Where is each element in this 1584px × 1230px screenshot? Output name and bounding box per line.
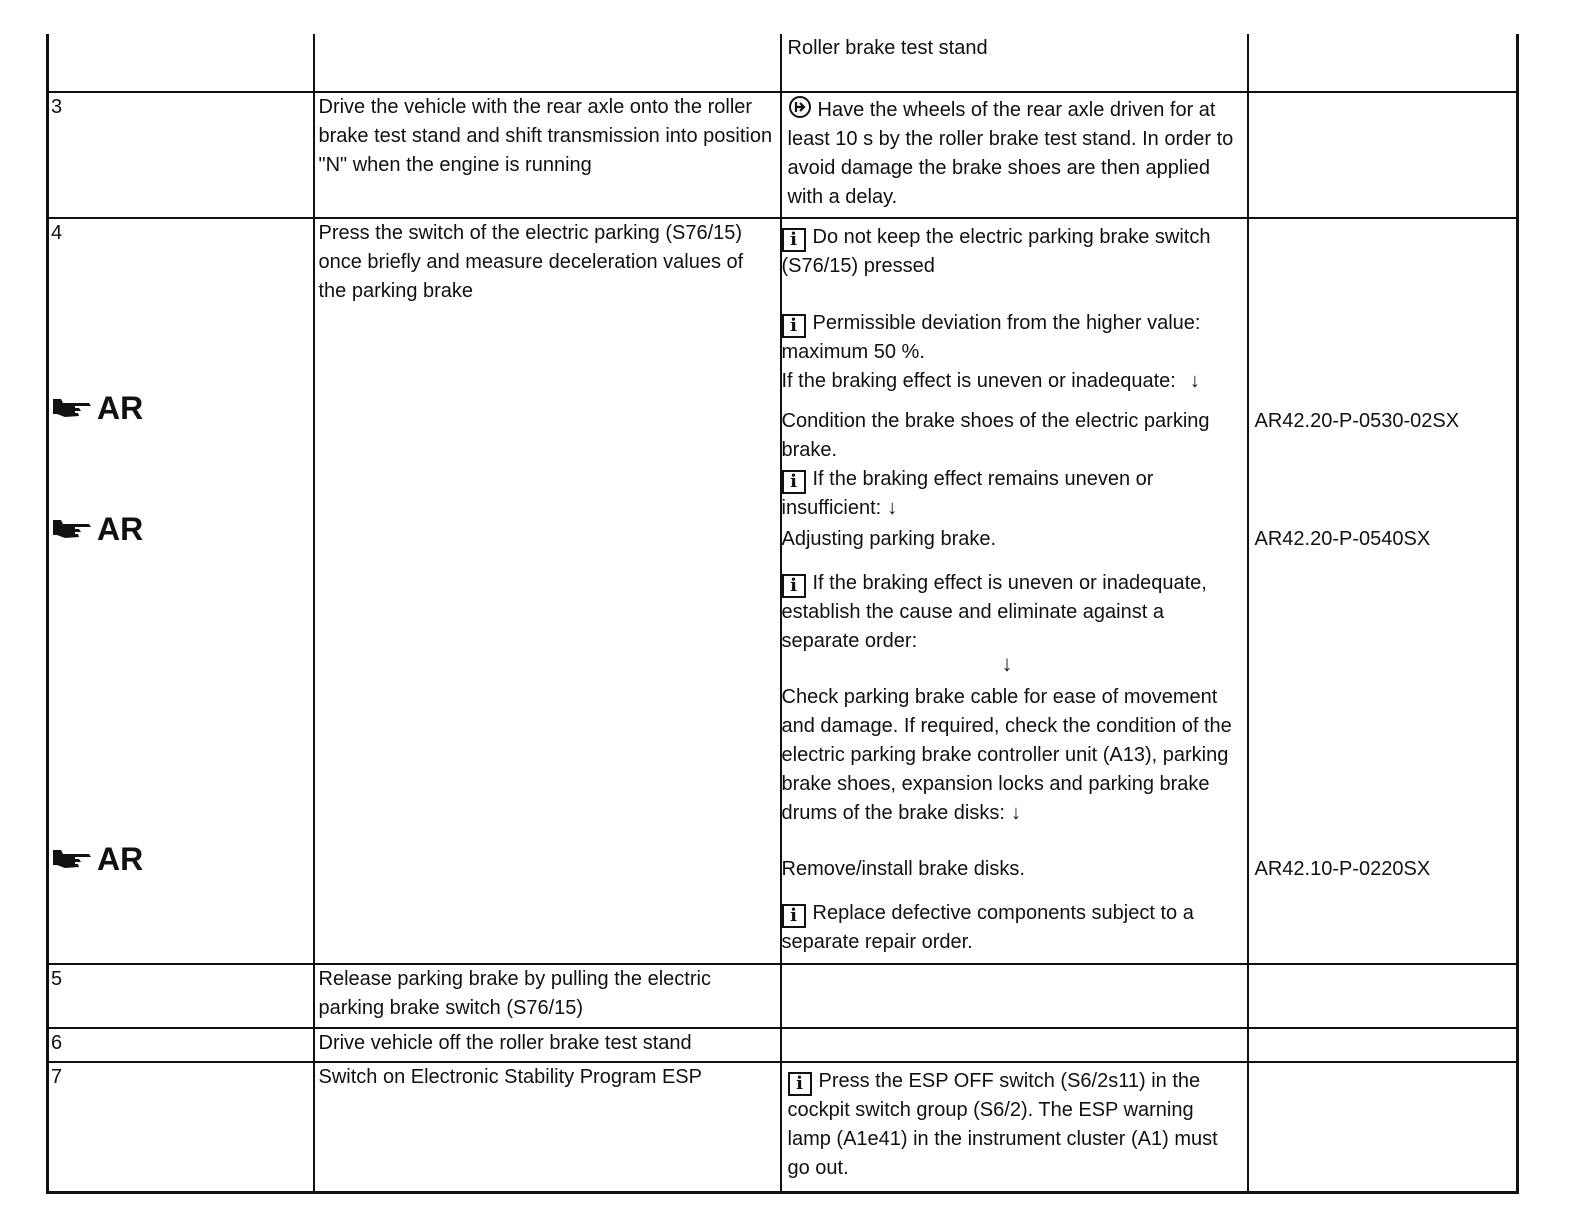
reference-cell (1248, 218, 1518, 964)
reference-cell (1248, 34, 1518, 92)
note-text: Press the ESP OFF switch (S6/2s11) in the cockpit switch group (S6/2). The ESP warning lamp (A1e41) in the instrument cluster (A1) must go out. (787, 1070, 1218, 1179)
step-cell: 7 (48, 1062, 314, 1192)
note-text: Roller brake test stand (787, 37, 988, 59)
reference-cell (1248, 1062, 1518, 1192)
ar-reference-marker: AR (51, 391, 143, 425)
action-cell: Switch on Electronic Stability Program ESP (314, 1062, 781, 1192)
reference-cell (1248, 92, 1518, 218)
reference-code: AR42.20-P-0540SX (1254, 528, 1431, 550)
ar-reference-marker: AR (51, 512, 143, 546)
info-box-icon: i (782, 904, 806, 928)
notes-cell (781, 218, 1248, 964)
step-cell: 6 (48, 1028, 314, 1062)
note-block: Remove/install brake disks. (781, 858, 1025, 880)
ar-reference-marker: AR (51, 842, 143, 876)
step-cell: 3 (48, 92, 314, 218)
table-row (48, 1028, 1518, 1062)
table-row (48, 1062, 1518, 1192)
down-arrow-icon: ↓ (1010, 802, 1021, 824)
table-row (48, 92, 1518, 218)
down-arrow-icon: ↓ (887, 497, 898, 519)
action-cell: Drive vehicle off the roller brake test stand (314, 1028, 781, 1062)
reference-code: AR42.20-P-0530-02SX (1254, 410, 1460, 432)
notes-cell (781, 964, 1248, 1028)
note-block: i If the braking effect remains uneven or insufficient: ↓ (782, 465, 1247, 523)
table-row (48, 218, 1518, 964)
info-box-icon: i (788, 1072, 812, 1096)
table-row (48, 34, 1518, 92)
notes-cell (781, 92, 1248, 218)
note-block: i Replace defective components subject to a separate repair order. (781, 902, 1194, 953)
info-box-icon: i (782, 314, 806, 338)
note-block: Check parking brake cable for ease of movement and damage. If required, check the condition of the electric parking brake controller unit (A13), parking brake shoes, expansion locks and parking brake drums of the brake disks: ↓ (782, 683, 1247, 828)
reference-code: AR42.10-P-0220SX (1254, 858, 1431, 880)
note-block: If the braking effect is uneven or inadequate: ↓ (782, 367, 1247, 396)
step-cell: 4 AR AR AR (48, 218, 314, 964)
note-block: i If the braking effect is uneven or inadequate, establish the cause and eliminate against a separate order: (781, 572, 1207, 652)
note-block: Condition the brake shoes of the electric parking brake. (781, 410, 1210, 461)
info-box-icon: i (782, 574, 806, 598)
action-cell: Release parking brake by pulling the electric parking brake switch (S76/15) (314, 964, 781, 1028)
action-cell (314, 34, 781, 92)
wrench-circle-icon (788, 95, 812, 119)
action-cell: Drive the vehicle with the rear axle onto the roller brake test stand and shift transmission into position "N" when the engine is running (314, 92, 781, 218)
notes-cell (781, 34, 1248, 92)
info-box-icon: i (782, 470, 806, 494)
pointing-hand-icon (51, 516, 93, 542)
step-cell (48, 34, 314, 92)
down-arrow-icon: ↓ (1001, 651, 1013, 676)
notes-cell (781, 1062, 1248, 1192)
pointing-hand-icon (51, 846, 93, 872)
pointing-hand-icon (51, 395, 93, 421)
procedure-table (46, 34, 1519, 1194)
note-block: i Do not keep the electric parking brake switch (S76/15) pressed (781, 226, 1211, 277)
reference-cell (1248, 964, 1518, 1028)
reference-cell (1248, 1028, 1518, 1062)
action-cell: Press the switch of the electric parking (S76/15) once briefly and measure deceleration values of the parking brake (314, 218, 781, 964)
step-cell: 5 (48, 964, 314, 1028)
note-text: Have the wheels of the rear axle driven for at least 10 s by the roller brake test stand. In order to avoid damage the brake shoes are then applied with a delay. (787, 99, 1234, 208)
note-block: Adjusting parking brake. (781, 528, 997, 550)
info-box-icon: i (782, 228, 806, 252)
notes-cell (781, 1028, 1248, 1062)
table-row (48, 964, 1518, 1028)
procedure-table-wrapper (46, 34, 1516, 1194)
note-block: i Permissible deviation from the higher value: maximum 50 %. (781, 312, 1201, 363)
down-arrow-icon: ↓ (1189, 370, 1200, 392)
